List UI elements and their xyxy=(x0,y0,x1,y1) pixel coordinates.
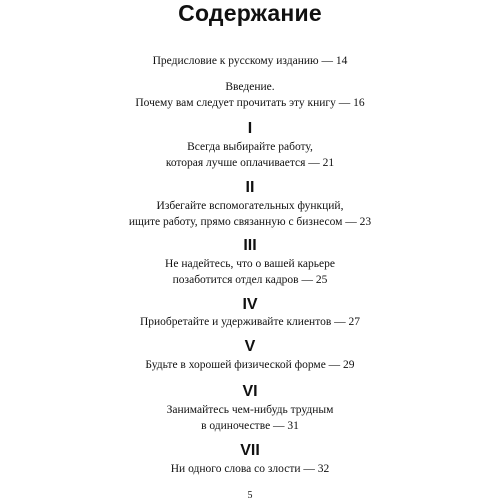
toc-entry-text: Занимайтесь чем-нибудь трудным xyxy=(166,404,334,416)
toc-entry-text: позаботится отдел кадров — 25 xyxy=(172,274,328,286)
toc-entry-text: Всегда выбирайте работу, xyxy=(187,141,313,153)
toc-entry-chapter-2 xyxy=(0,198,500,230)
toc-entry-chapter-3 xyxy=(0,256,500,288)
toc-entry-introduction xyxy=(0,79,500,111)
chapter-numeral-2: II xyxy=(245,179,255,196)
toc-entry-preface xyxy=(0,53,500,69)
toc-entry-text: которая лучше оплачивается — 21 xyxy=(165,157,335,169)
chapter-numeral-1: I xyxy=(247,120,253,137)
toc-entry-chapter-1 xyxy=(0,139,500,171)
toc-entry-text: Будьте в хорошей физической форме — 29 xyxy=(145,359,355,371)
toc-entry-chapter-6 xyxy=(0,402,500,434)
chapter-numeral-7: VII xyxy=(240,442,260,459)
toc-entry-chapter-7 xyxy=(0,461,500,477)
toc-entry-text: Не надейтесь, что о вашей карьере xyxy=(165,258,335,270)
toc-entry-text: Приобретайте и удерживайте клиентов — 27 xyxy=(139,316,361,328)
toc-entry-text: ищите работу, прямо связанную с бизнесом — 23 xyxy=(128,216,372,228)
toc-entry-chapter-5 xyxy=(0,357,500,373)
toc-entry-text: Избегайте вспомогательных функций, xyxy=(156,200,344,212)
page-title: Содержание xyxy=(178,0,322,26)
chapter-numeral-5: V xyxy=(244,338,256,355)
toc-entry-chapter-4 xyxy=(0,314,500,330)
page-number: 5 xyxy=(247,490,253,501)
chapter-numeral-6: VI xyxy=(242,383,258,400)
toc-entry-text: Предисловие к русскому изданию — 14 xyxy=(152,55,348,67)
toc-entry-text: Введение. xyxy=(225,81,275,93)
toc-entry-text: в одиночестве — 31 xyxy=(201,420,299,432)
toc-entry-text: Ни одного слова со злости — 32 xyxy=(170,463,330,475)
chapter-numeral-4: IV xyxy=(242,296,258,313)
toc-entry-text: Почему вам следует прочитать эту книгу — 16 xyxy=(135,97,365,109)
chapter-numeral-3: III xyxy=(243,237,257,254)
